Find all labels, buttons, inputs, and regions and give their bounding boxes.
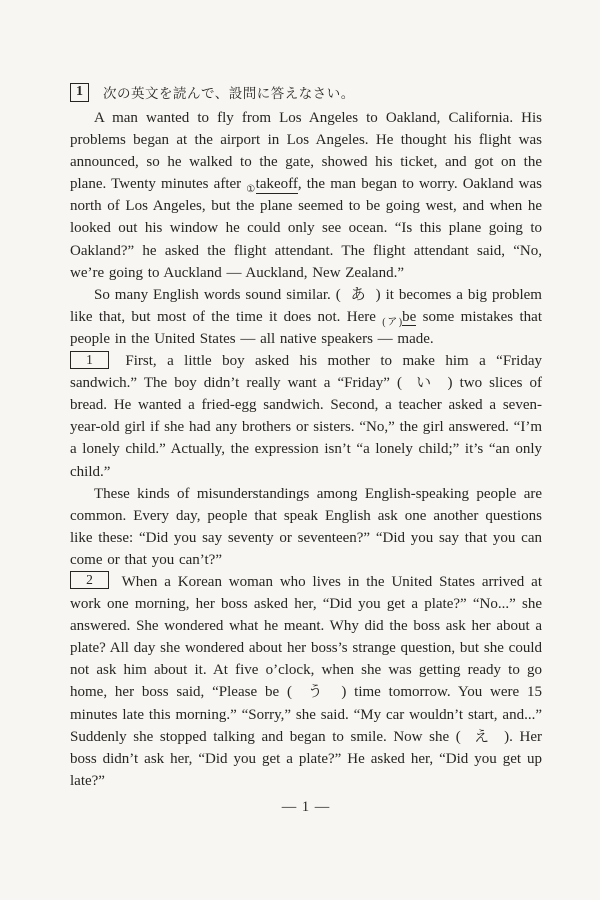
- numbered-box: 1: [70, 351, 109, 369]
- underlined-word: be: [402, 308, 417, 325]
- fill-in-blank: ( あ ): [335, 286, 381, 303]
- paragraph: So many English words sound similar. ( あ ) it becomes a big problem like that, but most of the time it does not. Here $_{(ア)}$be some mistakes that people in the United States — all native speakers — made.: [70, 286, 542, 347]
- text-column: [70, 82, 542, 816]
- paragraph: 1 First, a little boy asked his mother to make him a “Friday sandwich.” The boy didn’t really want a “Friday” ( い ) two slices of bread. He wanted a fried-egg sandwich. Second, a teacher asked a seven-year-old girl if she had any brothers or sisters. “No,” the girl answered. “I’m a lonely child.” Actually, the expression isn’t “a lonely child;” it’s “an only child.”: [70, 351, 542, 480]
- page-number: — 1 —: [281, 798, 331, 815]
- paragraph: A man wanted to fly from Los Angeles to Oakland, California. His problems began at the airport in Los Angeles. He thought his flight was announced, so he walked to the gate, showed his ticket, and got on the plane. Twenty minutes after $_①$takeoff, the man began to worry. Oakland was north of Los Angeles, but the plane seemed to be going west, and when he looked out his window he could only see ocean. “Is this plane going to Oakland?” he asked the flight attendant. The flight attendant said, “No, we’re going to Auckland — Auckland, New Zealand.”: [70, 110, 542, 281]
- annotation-marker: ①: [246, 184, 256, 196]
- annotation-marker: (ア): [382, 316, 403, 328]
- passage: [70, 107, 542, 792]
- question-header: [70, 82, 542, 102]
- fill-in-blank: ( う ): [286, 684, 347, 701]
- instruction-text: 次の英文を読んで、設問に答えなさい。: [103, 86, 355, 101]
- numbered-box: 2: [70, 571, 109, 589]
- paragraph: These kinds of misunderstandings among English-speaking people are common. Every day, people that speak English ask one another questions like these: “Did you say seventy or seventeen?” “Did you say that you can come or that you can’t?”: [70, 485, 542, 568]
- question-number-box: 1: [70, 83, 89, 102]
- fill-in-blank: ( え ): [455, 728, 510, 745]
- fill-in-blank: ( い ): [397, 375, 453, 392]
- paragraph: 2 When a Korean woman who lives in the United States arrived at work one morning, her boss asked her, “Did you get a plate?” “No...” she answered. She wondered what he meant. Why did the boss ask her about a plate? All day she wondered about her boss’s strange question, but she could not ask him about it. At five o’clock, when she was getting ready to go home, her boss said, “Please be ( う ) time tomorrow. You were 15 minutes late this morning.” “Sorry,” she said. “My car wouldn’t start, and...” Suddenly she stopped talking and began to smile. Now she ( え ). Her boss didn’t ask her, “Did you get a plate?” He asked her, “Did you get up late?”: [70, 572, 543, 789]
- underlined-word: takeoff: [255, 176, 298, 193]
